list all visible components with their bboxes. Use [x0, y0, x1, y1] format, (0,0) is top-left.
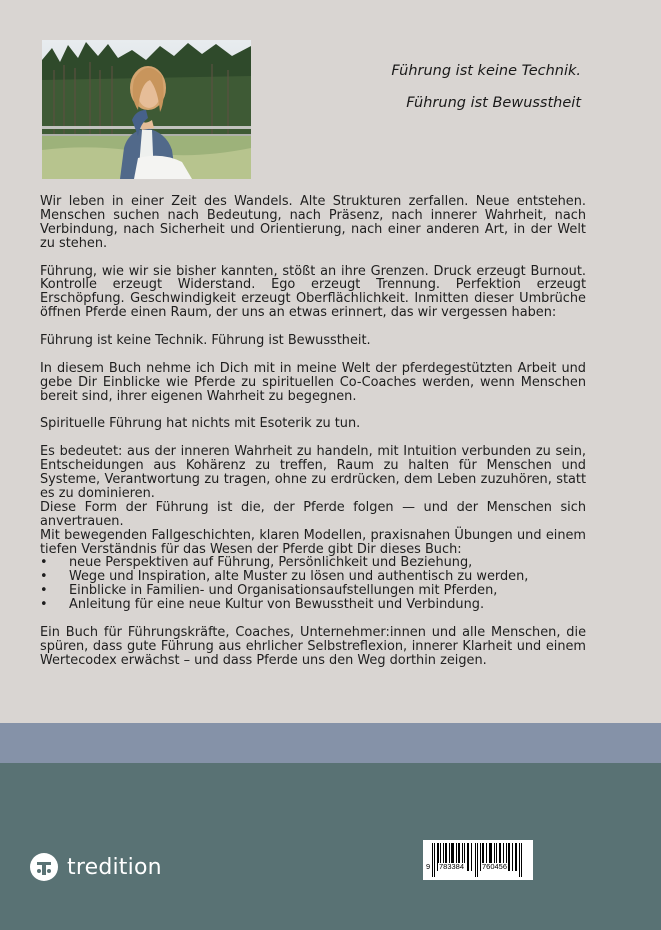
accent-band	[0, 723, 661, 763]
paragraph: Ein Buch für Führungskräfte, Coaches, Unternehmer:innen und alle Menschen, die spüren, dass gute Führung aus ehrlicher Selbstreflexion, innerer Klarheit und einem Wertecodex erwächst – und dass Pferde uns den Weg dorthin zeigen.	[40, 625, 586, 668]
publisher-logo	[30, 853, 162, 881]
quote-line-1: Führung ist keine Technik.	[391, 63, 581, 79]
author-photo	[42, 40, 251, 179]
footer-panel	[0, 763, 661, 930]
paragraph: Führung, wie wir sie bisher kannten, stößt an ihre Grenzen. Druck erzeugt Burnout. Kontrolle erzeugt Widerstand. Ego erzeugt Trennung. Perfektion erzeugt Erschöpfung. Geschwindigkeit erzeugt Oberflächlichkeit. Inmitten dieser Umbrüche öffnen Pferde einen Raum, der uns an etwas erinnert, das wir vergessen haben:	[40, 263, 586, 321]
author-portrait-photo	[42, 40, 251, 179]
paragraph: Mit bewegenden Fallgeschichten, klaren Modellen, praxisnahen Übungen und einem tiefen Verständnis für das Wesen der Pferde gibt Dir dieses Buch:	[40, 527, 586, 557]
publisher-name: tredition	[67, 854, 162, 880]
list-item: • neue Perspektiven auf Führung, Persönlichkeit und Beziehung,	[40, 556, 586, 570]
list-item: • Wege und Inspiration, alte Muster zu lösen und authentisch zu werden,	[40, 570, 586, 584]
quote-line-2: Führung ist Bewusstheit	[406, 95, 581, 111]
list-item: • Einblicke in Familien- und Organisationsaufstellungen mit Pferden,	[40, 584, 586, 598]
bullet-list	[40, 556, 586, 612]
barcode-icon	[423, 840, 533, 880]
barcode-group-1: 783384	[439, 862, 465, 871]
paragraph: Diese Form der Führung ist die, der Pferde folgen — und der Menschen sich anvertrauen.	[40, 499, 586, 529]
paragraph: Es bedeutet: aus der inneren Wahrheit zu handeln, mit Intuition verbunden zu sein, Entscheidungen aus Kohärenz zu treffen, Raum zu halten für Menschen und Systeme, Verantwortung zu tragen, ohne zu erdrücken, dem Leben zuzuhören, statt es zu dominieren.	[40, 444, 586, 501]
paragraph: Wir leben in einer Zeit des Wandels. Alte Strukturen zerfallen. Neue entstehen. Menschen suchen nach Bedeutung, nach Präsenz, nach innerer Wahrheit, nach Verbindung, nach Sicherheit und Orientierung, nach einer anderen Art, in der Welt zu stehen.	[40, 194, 586, 251]
barcode-group-2: 760456	[482, 862, 508, 871]
paragraph: Führung ist keine Technik. Führung ist Bewusstheit.	[40, 333, 371, 349]
list-item: • Anleitung für eine neue Kultur von Bewusstheit und Verbindung.	[40, 598, 586, 612]
isbn-barcode	[423, 840, 533, 880]
barcode-prefix: 9	[426, 862, 431, 871]
tredition-logo-icon	[30, 853, 58, 881]
blurb-text	[40, 195, 586, 682]
paragraph: In diesem Buch nehme ich Dich mit in meine Welt der pferdegestützten Arbeit und gebe Dir Einblicke wie Pferde zu spirituellen Co-Coaches werden, wenn Menschen bereit sind, ihrer eigenen Wahrheit zu begegnen.	[40, 360, 586, 404]
paragraph: Spirituelle Führung hat nichts mit Esoterik zu tun.	[40, 416, 361, 432]
